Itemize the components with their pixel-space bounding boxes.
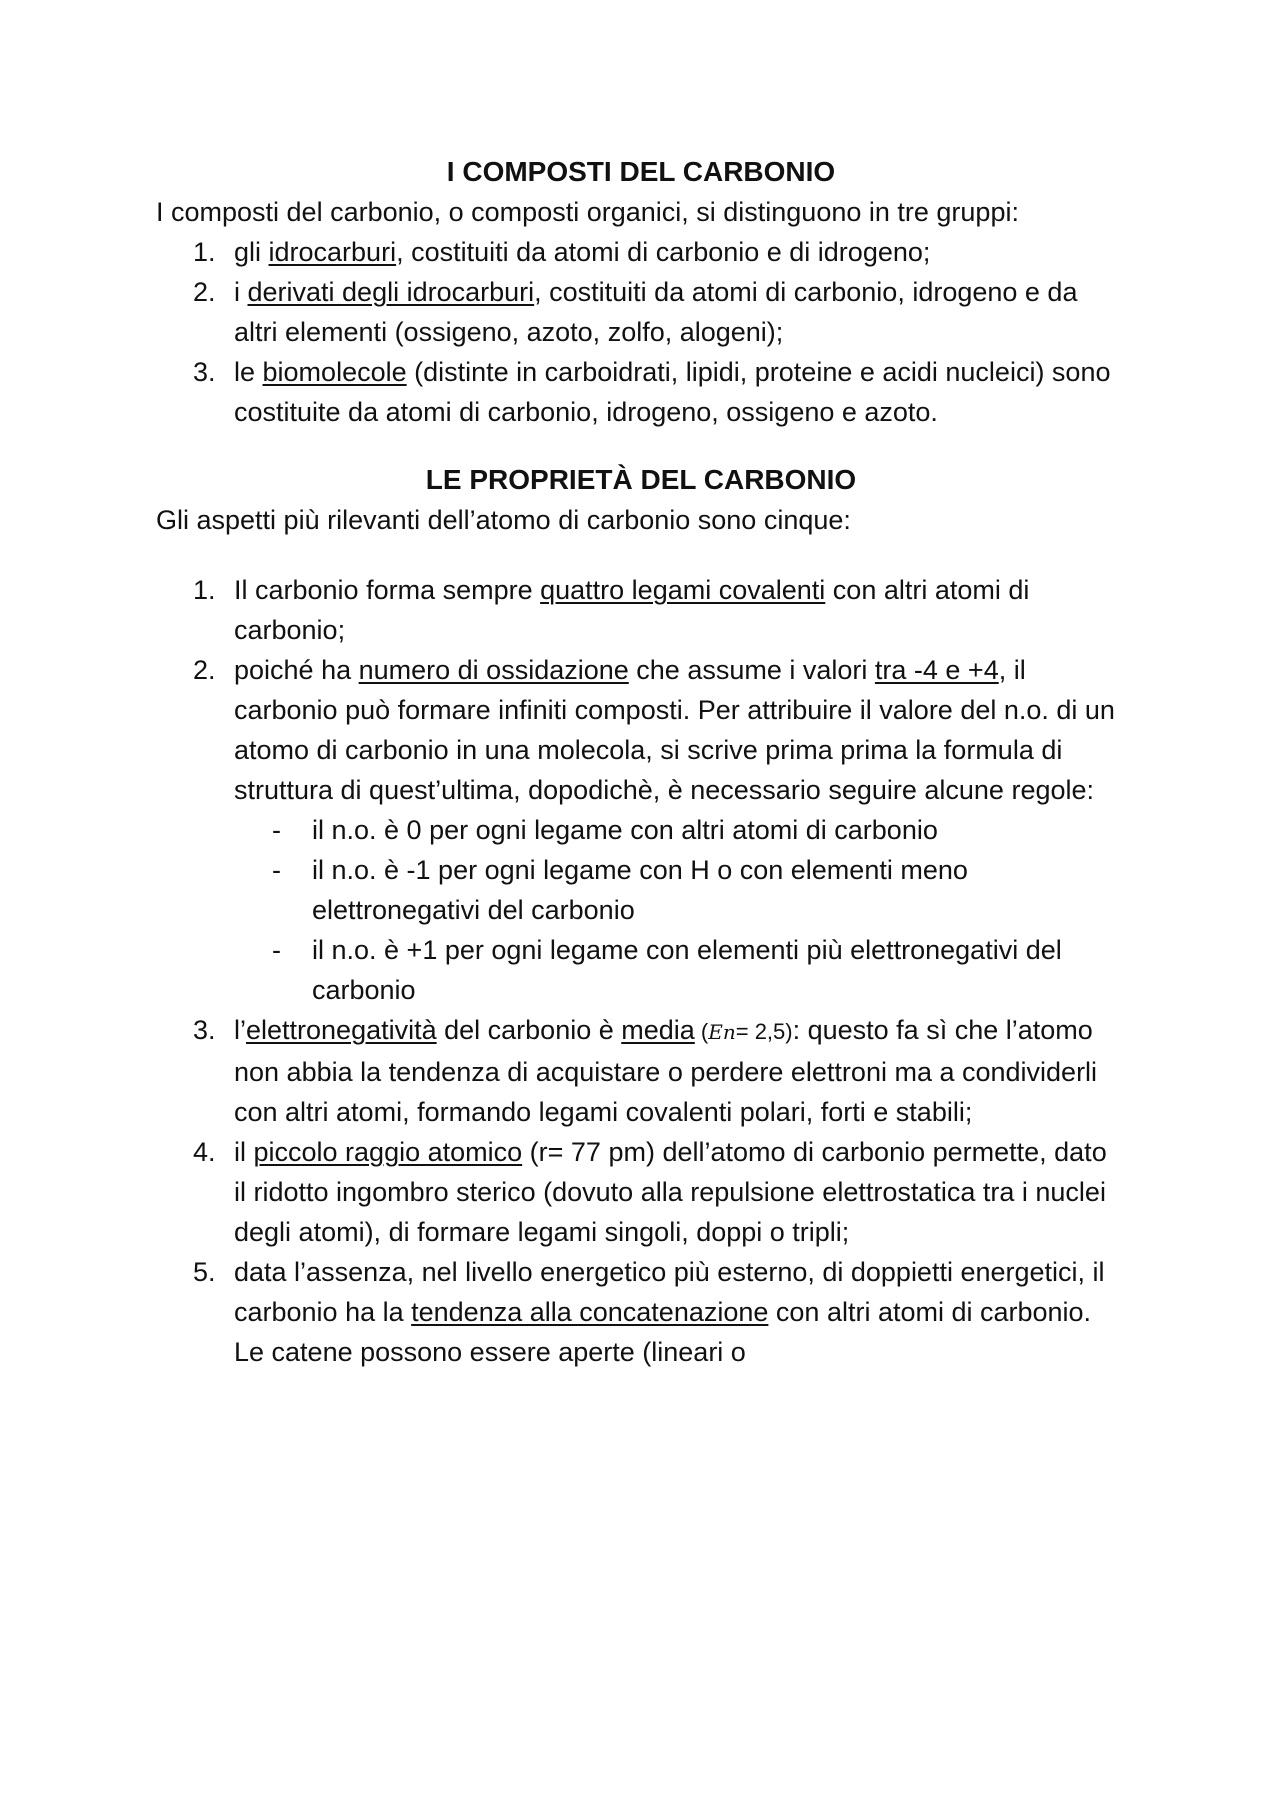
list-item [156, 1132, 1126, 1252]
underlined-term: tra -4 e +4 [874, 655, 999, 685]
intro-proprieta: Gli aspetti più rilevanti dell’atomo di carbonio sono cinque: [156, 505, 851, 535]
list-item [156, 1252, 1126, 1372]
text: del carbonio è [436, 1015, 622, 1045]
text: , costituiti da atomi di carbonio e di idrogeno; [396, 237, 931, 267]
text: poiché ha [234, 655, 359, 685]
list-item [156, 650, 1126, 1010]
intro-composti: I composti del carbonio, o composti organici, si distinguono in tre gruppi: [156, 197, 1019, 227]
text: , costituiti da atomi di carbonio, idrogeno e da altri elementi (ossigeno, azoto, zolfo, alogeni); [234, 277, 1078, 347]
text: i [234, 277, 248, 307]
text: : questo fa sì che l’atomo non abbia la tendenza di acquistare o perdere elettroni ma a condividerli con altri atomi, formando legami covalenti polari, forti e stabili; [234, 1015, 1098, 1127]
section-title-composti: I COMPOSTI DEL CARBONIO [446, 156, 836, 187]
text: (r= 77 pm) dell’atomo di carbonio permette, dato il ridotto ingombro sterico (dovuto alla repulsione elettrostatica tra i nuclei degli atomi), di formare legami singoli, doppi o tripli; [234, 1137, 1107, 1247]
rule-item [234, 810, 1126, 850]
text: con altri atomi di carbonio; [234, 575, 1030, 645]
underlined-term: quattro legami covalenti [540, 575, 826, 605]
text: il n.o. è -1 per ogni legame con H o con elementi meno elettronegativi del carbonio [312, 855, 968, 925]
properties-list [156, 570, 1126, 1372]
text: gli [234, 237, 269, 267]
list-number: 5. [193, 1257, 216, 1287]
rule-item [234, 930, 1126, 1010]
list-number: 3. [193, 1015, 216, 1045]
rule-item [234, 850, 1126, 930]
text: Il carbonio forma sempre [234, 575, 541, 605]
dash-bullet: - [272, 815, 281, 845]
text: il [234, 1137, 254, 1167]
list-number: 2. [193, 655, 216, 685]
underlined-term: idrocarburi [268, 237, 397, 267]
underlined-term: biomolecole [262, 357, 407, 387]
rules-list [234, 810, 1126, 1010]
list-item [156, 352, 1126, 432]
text: le [234, 357, 263, 387]
underlined-term: piccolo raggio atomico [253, 1137, 523, 1167]
list-number: 1. [193, 237, 216, 267]
underlined-term: elettronegatività [246, 1015, 437, 1045]
dash-bullet: - [272, 935, 281, 965]
groups-list [156, 232, 1126, 432]
text: (distinte in carboidrati, lipidi, proteine e acidi nucleici) sono costituite da atomi di carbonio, idrogeno, ossigeno e azoto. [234, 357, 1111, 427]
list-number: 4. [193, 1137, 216, 1167]
dash-bullet: - [272, 855, 281, 885]
list-number: 1. [193, 575, 216, 605]
underlined-term: media [621, 1015, 695, 1045]
underlined-term: derivati degli idrocarburi [247, 277, 535, 307]
text: ( [694, 1019, 709, 1044]
list-item [156, 1010, 1126, 1132]
text: = 2,5) [735, 1019, 793, 1044]
underlined-term: tendenza alla concatenazione [411, 1297, 769, 1327]
text: che assume i valori [628, 655, 875, 685]
list-item [156, 570, 1126, 650]
underlined-term: numero di ossidazione [358, 655, 629, 685]
text: il n.o. è 0 per ogni legame con altri atomi di carbonio [312, 815, 938, 845]
list-number: 2. [193, 277, 216, 307]
section-title-proprieta: LE PROPRIETÀ DEL CARBONIO [425, 464, 857, 495]
list-item [156, 232, 1126, 272]
list-item [156, 272, 1126, 352]
text: il n.o. è +1 per ogni legame con elementi più elettronegativi del carbonio [312, 935, 1062, 1005]
list-number: 3. [193, 357, 216, 387]
text: data l’assenza, nel livello energetico più esterno, di doppietti energetici, il carbonio ha la [234, 1257, 1105, 1327]
text: , il carbonio può formare infiniti composti. Per attribuire il valore del n.o. di un atomo di carbonio in una molecola, si scrive prima prima la formula di struttura di quest’ultima, dopodichè, è necessario seguire alcune regole: [234, 655, 1115, 805]
text: l’ [234, 1015, 246, 1045]
text: con altri atomi di carbonio. Le catene possono essere aperte (lineari o [234, 1297, 1092, 1367]
math-symbol: En [708, 1020, 736, 1044]
